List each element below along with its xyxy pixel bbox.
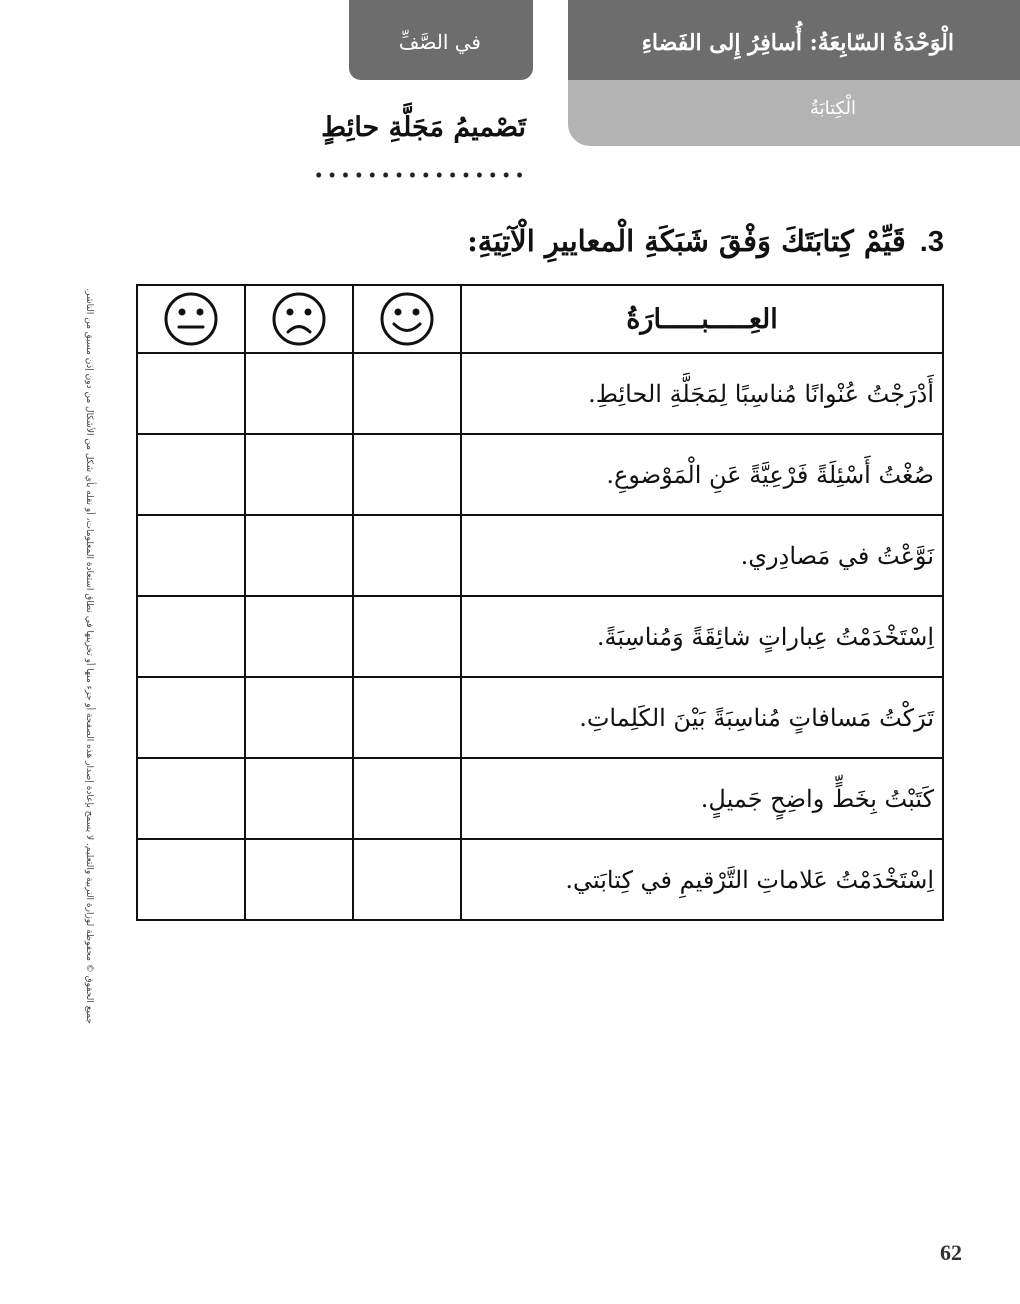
statement-cell: أَدْرَجْتُ عُنْوانًا مُناسِبًا لِمَجَلَّةِ الحائِطِ. — [461, 353, 943, 434]
statement-header: العِـــــبـــــارَةُ — [461, 285, 943, 353]
smiling-face-icon — [379, 291, 435, 347]
sad-face-icon — [271, 291, 327, 347]
rating-cell-sad[interactable] — [245, 596, 353, 677]
statement-cell: صُغْتُ أَسْئِلَةً فَرْعِيَّةً عَنِ الْمَوْضوعِ. — [461, 434, 943, 515]
table-row — [137, 515, 943, 596]
rating-cell-neutral[interactable] — [137, 353, 245, 434]
dotted-divider — [312, 168, 526, 182]
rating-cell-neutral[interactable] — [137, 434, 245, 515]
statement-cell: اِسْتَخْدَمْتُ عَلاماتِ التَّرْقيمِ في كِتابَتي. — [461, 839, 943, 920]
rating-cell-sad[interactable] — [245, 434, 353, 515]
table-row — [137, 839, 943, 920]
statement-cell: كَتَبْتُ بِخَطٍّ واضِحٍ جَميلٍ. — [461, 758, 943, 839]
table-row — [137, 758, 943, 839]
class-tab-label: في الصَّفِّ — [398, 30, 481, 54]
class-tab — [349, 0, 533, 80]
question — [467, 224, 944, 259]
lesson-title: تَصْميمُ مَجَلَّةِ حائِطٍ — [321, 112, 526, 143]
table-row — [137, 677, 943, 758]
statement-cell: نَوَّعْتُ في مَصادِري. — [461, 515, 943, 596]
rating-cell-sad[interactable] — [245, 515, 353, 596]
table-row — [137, 434, 943, 515]
rating-cell-neutral[interactable] — [137, 677, 245, 758]
rating-cell-neutral[interactable] — [137, 596, 245, 677]
rubric-header-row — [137, 285, 943, 353]
rating-cell-smiling[interactable] — [353, 353, 461, 434]
rating-cell-neutral[interactable] — [137, 758, 245, 839]
unit-subtitle: الْكِتابَةُ — [809, 98, 856, 119]
rating-cell-sad[interactable] — [245, 839, 353, 920]
neutral-face-header — [137, 285, 245, 353]
rating-cell-smiling[interactable] — [353, 596, 461, 677]
rating-cell-sad[interactable] — [245, 677, 353, 758]
rating-cell-neutral[interactable] — [137, 839, 245, 920]
statement-cell: تَرَكْتُ مَسافاتٍ مُناسِبَةً بَيْنَ الكَلِماتِ. — [461, 677, 943, 758]
rating-cell-sad[interactable] — [245, 353, 353, 434]
unit-title: الْوَحْدَةُ السّابِعَةُ: أُسافِرُ إِلى الفَضاءِ — [641, 30, 954, 56]
rating-cell-smiling[interactable] — [353, 434, 461, 515]
rating-cell-smiling[interactable] — [353, 758, 461, 839]
question-text: قَيِّمْ كِتابَتَكَ وَفْقَ شَبَكَةِ الْمعاييرِ الْآتِيَةِ: — [467, 224, 906, 258]
statement-cell: اِسْتَخْدَمْتُ عِباراتٍ شائِقَةً وَمُناسِبَةً. — [461, 596, 943, 677]
rating-cell-smiling[interactable] — [353, 515, 461, 596]
table-row — [137, 353, 943, 434]
rubric-table — [136, 284, 944, 921]
question-number: 3. — [919, 226, 944, 258]
sad-face-header — [245, 285, 353, 353]
rating-cell-sad[interactable] — [245, 758, 353, 839]
table-row — [137, 596, 943, 677]
rating-cell-smiling[interactable] — [353, 839, 461, 920]
page-number: 62 — [940, 1240, 962, 1265]
neutral-face-icon — [163, 291, 219, 347]
rating-cell-smiling[interactable] — [353, 677, 461, 758]
unit-banner — [568, 0, 1020, 146]
smiling-face-header — [353, 285, 461, 353]
rating-cell-neutral[interactable] — [137, 515, 245, 596]
copyright-note: جميع الحقوق © محفوظة لوزارة التربية والتعليم. لا يسمح بإعادة إصدار هذه الصفحة أو جزء منها أو تخزينها في نطاق استعادة المعلومات، أو نقله بأي شكل من الأشكال من دون إذن مسبق من الناشر. — [84, 288, 94, 1024]
